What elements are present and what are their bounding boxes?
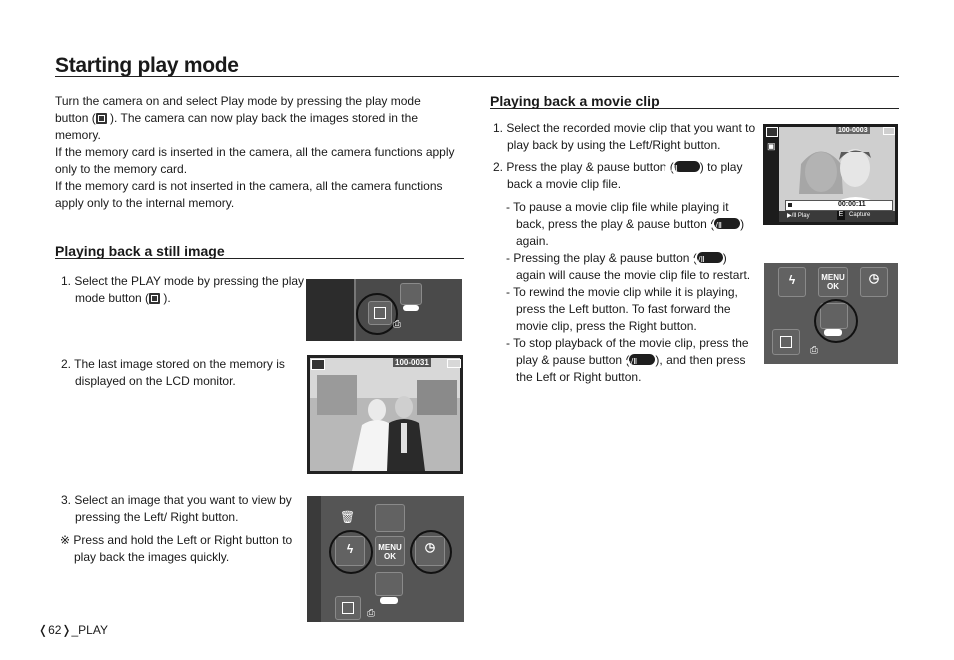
still-note: ※ Press and hold the Left or Right button to play back the images quickly. bbox=[60, 533, 293, 564]
left-button-circle bbox=[329, 530, 373, 574]
play-pause-icon bbox=[380, 597, 398, 604]
lcd-capture-label: Capture bbox=[849, 212, 871, 218]
movie-step-1: 1. Select the recorded movie clip that you want to play back by using the Left/Right button. bbox=[493, 121, 756, 152]
still-image-heading: Playing back a still image bbox=[55, 243, 225, 259]
lcd-file-number: 100-0031 bbox=[395, 358, 429, 367]
printer-icon: ⎙ bbox=[393, 319, 401, 330]
still-step-1: 1. Select the PLAY mode by pressing the play mode button ( ). bbox=[61, 274, 305, 305]
flash-button-icon: ϟ bbox=[778, 267, 806, 297]
page-number: 62 bbox=[48, 623, 62, 637]
printer-icon: ⎙ bbox=[367, 608, 375, 619]
battery-icon bbox=[447, 359, 461, 368]
movie-heading-underline bbox=[490, 108, 899, 109]
still-step-2: 2. The last image stored on the memory is displayed on the LCD monitor. bbox=[61, 357, 285, 388]
self-timer-button-icon: ◷ bbox=[415, 536, 445, 566]
menu-ok-button: MENU OK bbox=[818, 267, 848, 297]
still-heading-underline bbox=[55, 258, 464, 259]
right-button-circle bbox=[410, 530, 452, 574]
play-mode-indicator-icon bbox=[766, 127, 778, 137]
play-mode-button-icon bbox=[149, 293, 160, 304]
section-label: _PLAY bbox=[71, 623, 108, 637]
play-pause-button-icon bbox=[629, 354, 655, 365]
lcd-monitor-image bbox=[307, 355, 463, 474]
progress-bar bbox=[785, 200, 893, 211]
movie-bullet-1: - To pause a movie clip file while playing it back, press the play & pause button (▶/Ⅱ ) again. bbox=[506, 199, 758, 250]
macro-button-icon bbox=[400, 283, 422, 305]
printer-icon: ⎙ bbox=[810, 345, 818, 356]
movie-camera-buttons-image bbox=[764, 263, 898, 364]
highlight-circle bbox=[356, 293, 398, 335]
flash-button-icon: ϟ bbox=[335, 536, 365, 566]
delete-icon: 🗑 bbox=[340, 510, 356, 524]
camera-play-button-image bbox=[306, 279, 462, 341]
lcd-play-label: ▶/Ⅱ Play bbox=[787, 213, 810, 219]
still-step-3: 3. Select an image that you want to view by pressing the Left/ Right button. bbox=[61, 493, 292, 524]
play-pause-button-icon bbox=[674, 161, 700, 172]
movie-bullet-2: - Pressing the play & pause button (▶/Ⅱ ) again will cause the movie clip file to restart. bbox=[506, 250, 758, 284]
movie-bullet-4: - To stop playback of the movie clip, press the play & pause button (▶/Ⅱ ), and then press the Left or Right button. bbox=[506, 335, 758, 386]
lcd-bottom-bar bbox=[779, 211, 895, 222]
movie-clip-heading: Playing back a movie clip bbox=[490, 93, 660, 109]
play-pause-button-icon bbox=[714, 218, 740, 229]
play-pause-circle bbox=[814, 299, 858, 343]
intro-paragraph-1: Turn the camera on and select Play mode by pressing the play mode button ( ). The camera can now play back the images stored in the memory. bbox=[55, 94, 421, 142]
movie-lcd-image bbox=[763, 124, 898, 225]
play-pause-icon bbox=[403, 305, 419, 311]
movie-bullets bbox=[506, 199, 758, 386]
play-mode-indicator-icon bbox=[311, 359, 325, 370]
play-button-icon bbox=[335, 596, 361, 620]
movie-camera-icon: ▣ bbox=[767, 141, 776, 151]
display-button-icon bbox=[375, 504, 405, 532]
play-pause-button-icon bbox=[697, 252, 723, 263]
chevron-right-icon: ❭ bbox=[61, 623, 72, 637]
menu-ok-button: MENU OK bbox=[375, 536, 405, 566]
page-title: Starting play mode bbox=[55, 54, 239, 77]
movie-step-2: 2. Press the play & pause button (▶/Ⅱ ) to play back a movie clip file. bbox=[493, 159, 769, 193]
lcd-file-number: 100-0003 bbox=[838, 127, 868, 134]
movie-bullet-3: - To rewind the movie clip while it is playing, press the Left button. To fast forward the movie clip, press the Right button. bbox=[506, 285, 738, 333]
play-button-icon bbox=[772, 329, 800, 355]
lcd-time: 00:00:11 bbox=[838, 201, 866, 208]
self-timer-button-icon: ◷ bbox=[860, 267, 888, 297]
intro-paragraph-3: If the memory card is not inserted in the camera, all the camera functions apply only to the internal memory. bbox=[55, 179, 443, 210]
play-mode-button-icon bbox=[96, 113, 107, 124]
title-underline bbox=[55, 76, 899, 77]
intro-paragraph-2: If the memory card is inserted in the camera, all the camera functions apply only to the memory card. bbox=[55, 145, 455, 176]
lcd-e-key: E bbox=[838, 211, 844, 218]
intro-text bbox=[55, 93, 457, 212]
macro-button-icon bbox=[375, 572, 403, 596]
camera-buttons-image bbox=[307, 496, 464, 622]
chevron-left-icon: ❬ bbox=[38, 623, 49, 637]
battery-icon bbox=[883, 127, 895, 135]
wedding-photo bbox=[307, 355, 463, 474]
page-footer bbox=[38, 623, 108, 637]
play-pause-icon bbox=[824, 329, 842, 336]
